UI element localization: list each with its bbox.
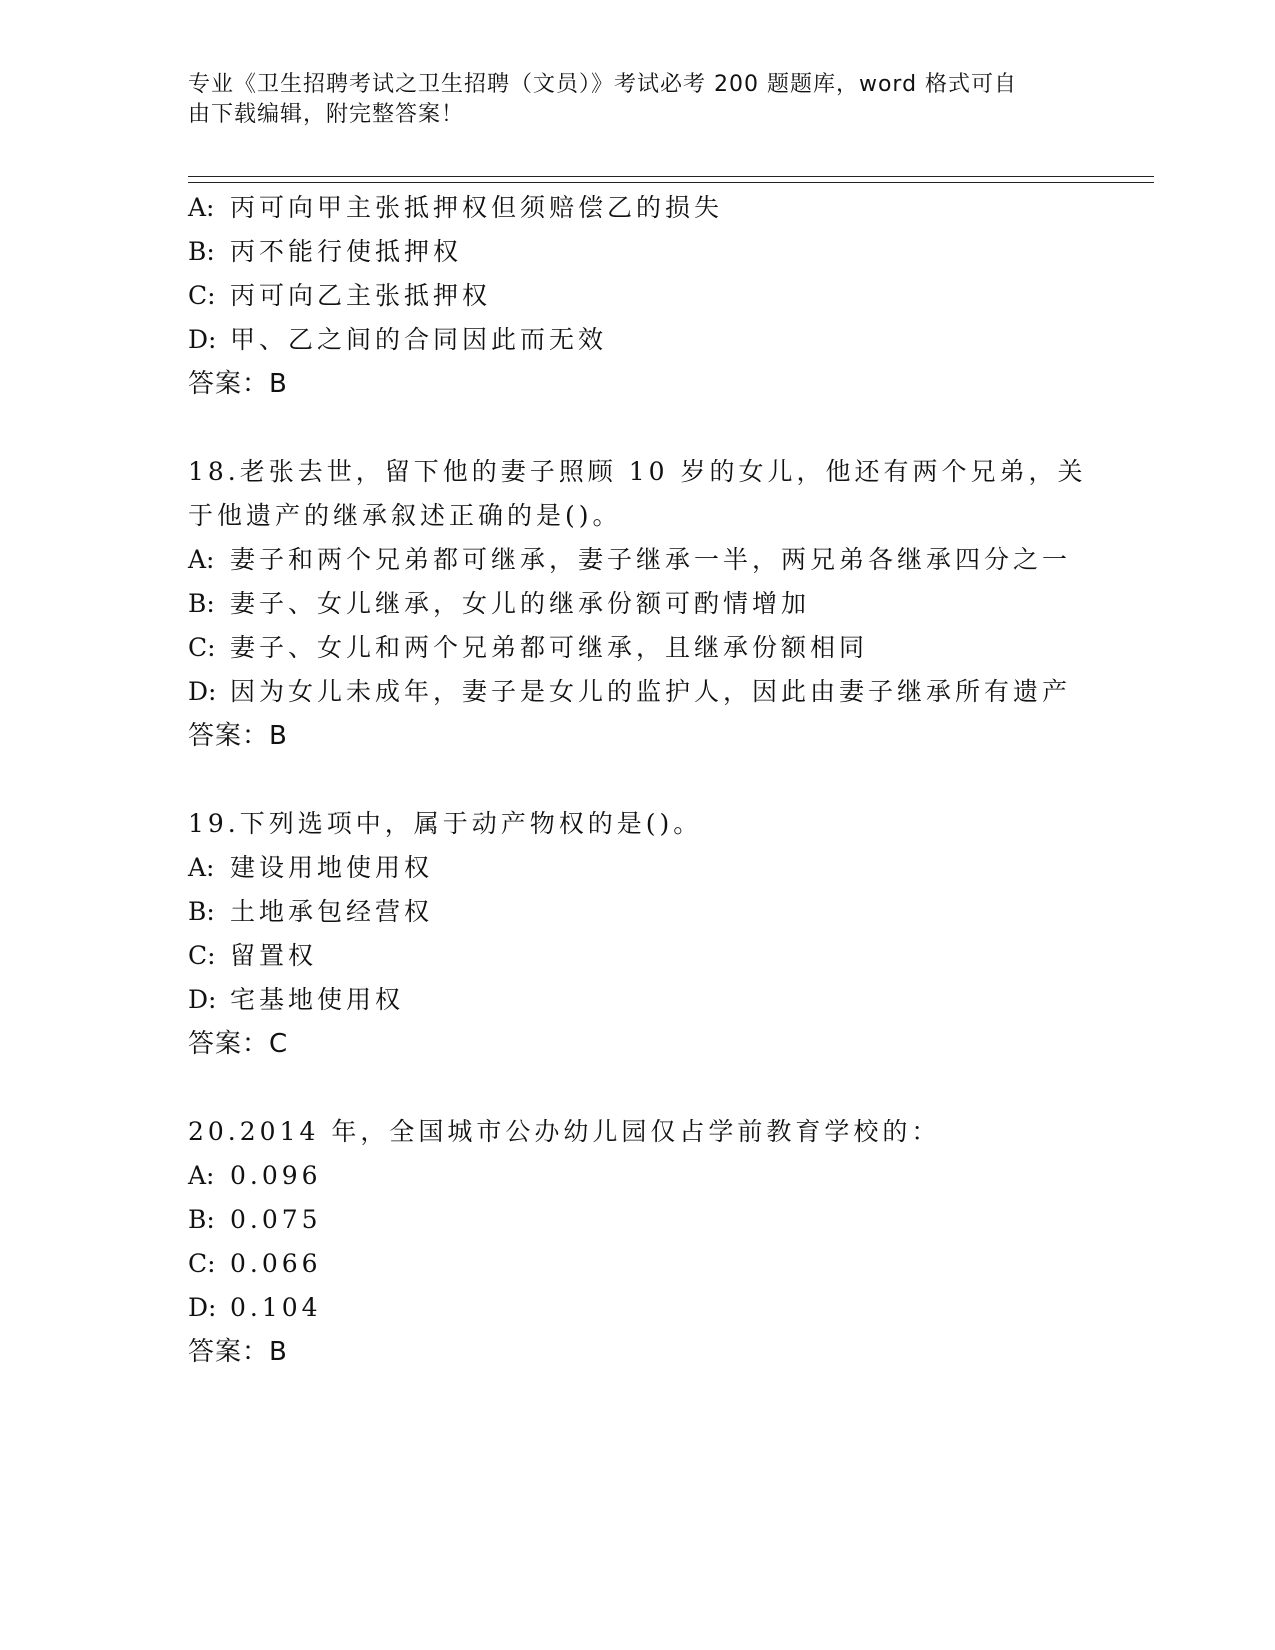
- option-letter: B:: [188, 237, 215, 266]
- option-text: 土地承包经营权: [230, 897, 434, 926]
- option-text: 0.075: [230, 1205, 322, 1234]
- option-text: 妻子、女儿和两个兄弟都可继承，且继承份额相同: [230, 633, 869, 662]
- answer-label: 答案：C: [188, 1029, 289, 1059]
- option-letter: A:: [188, 1161, 215, 1190]
- option-letter: C:: [188, 633, 216, 662]
- option-c: [188, 280, 491, 312]
- option-text: 妻子、女儿继承，女儿的继承份额可酌情增加: [230, 589, 811, 618]
- answer-label: 答案：B: [188, 1337, 288, 1367]
- option-letter: B:: [188, 897, 215, 926]
- question-stem: 18.老张去世，留下他的妻子照顾 10 岁的女儿，他还有两个兄弟，关: [188, 457, 1087, 486]
- option-text: 因为女儿未成年，妻子是女儿的监护人，因此由妻子继承所有遗产: [230, 677, 1072, 706]
- option-d: [188, 676, 1071, 708]
- option-b: [188, 236, 462, 268]
- option-a: [188, 852, 433, 884]
- question-stem: 19.下列选项中，属于动产物权的是()。: [188, 809, 703, 838]
- option-a: [188, 192, 723, 224]
- option-text: 妻子和两个兄弟都可继承，妻子继承一半，两兄弟各继承四分之一: [230, 545, 1072, 574]
- option-letter: D:: [188, 325, 217, 354]
- option-d: [188, 984, 404, 1016]
- option-letter: A:: [188, 545, 215, 574]
- header-divider-bottom: [188, 182, 1154, 183]
- option-letter: C:: [188, 1249, 216, 1278]
- option-letter: A:: [188, 853, 215, 882]
- document-header: [188, 70, 1068, 130]
- option-text: 0.104: [230, 1293, 322, 1322]
- header-line-2: 由下载编辑，附完整答案！: [188, 102, 465, 127]
- answer-label: 答案：B: [188, 369, 288, 399]
- question-stem-continued: 于他遗产的继承叙述正确的是()。: [188, 501, 622, 530]
- option-c: [188, 1248, 322, 1280]
- option-text: 0.096: [230, 1161, 322, 1190]
- option-text: 丙可向甲主张抵押权但须赔偿乙的损失: [230, 193, 724, 222]
- option-b: [188, 1204, 322, 1236]
- option-text: 宅基地使用权: [230, 985, 405, 1014]
- option-b: [188, 588, 810, 620]
- option-letter: B:: [188, 1205, 215, 1234]
- question-stem: 20.2014 年，全国城市公办幼儿园仅占学前教育学校的：: [188, 1117, 941, 1146]
- option-text: 丙不能行使抵押权: [230, 237, 463, 266]
- header-line-1: 专业《卫生招聘考试之卫生招聘（文员）》考试必考 200 题题库，word 格式可自: [188, 72, 1018, 97]
- option-b: [188, 896, 433, 928]
- option-c: [188, 632, 868, 664]
- option-letter: B:: [188, 589, 215, 618]
- option-letter: A:: [188, 193, 215, 222]
- option-letter: C:: [188, 281, 216, 310]
- option-text: 甲、乙之间的合同因此而无效: [230, 325, 608, 354]
- header-divider-top: [188, 176, 1154, 177]
- option-letter: D:: [188, 985, 217, 1014]
- option-letter: C:: [188, 941, 216, 970]
- option-text: 建设用地使用权: [230, 853, 434, 882]
- option-d: [188, 324, 607, 356]
- option-a: [188, 544, 1071, 576]
- option-letter: D:: [188, 677, 217, 706]
- option-text: 留置权: [230, 941, 318, 970]
- option-a: [188, 1160, 322, 1192]
- option-text: 丙可向乙主张抵押权: [230, 281, 492, 310]
- option-text: 0.066: [230, 1249, 322, 1278]
- answer-label: 答案：B: [188, 721, 288, 751]
- option-letter: D:: [188, 1293, 217, 1322]
- option-d: [188, 1292, 322, 1324]
- option-c: [188, 940, 317, 972]
